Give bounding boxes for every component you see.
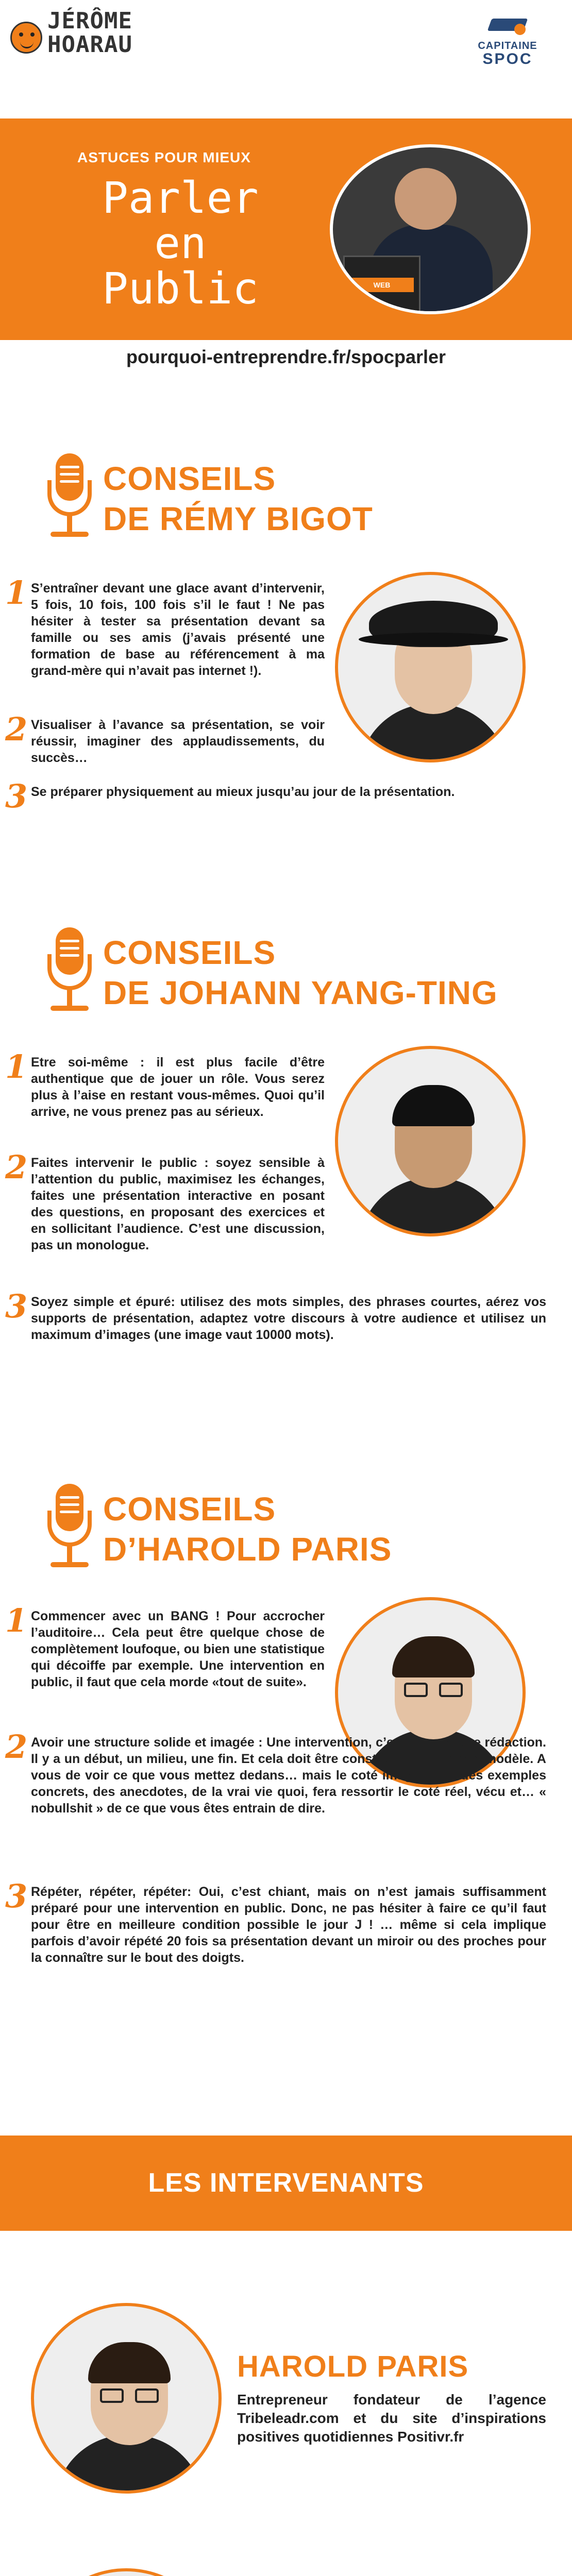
tip-text: Répéter, répéter, répéter: Oui, c’est chiant, mais on n’est jamais suffisamment préparé pour une intervention en public. Donc, ne pas hésiter à faire ce qu’il faut pour être en meilleure condition possible le jour J ! … même si cela implique parfois d’avoir répété 20 fois sa présentation devant un miroir ou des proches pour la connaître sur le bout des doigts.	[31, 1885, 546, 1965]
section-title-line-2: DE JOHANN YANG-TING	[103, 974, 498, 1011]
logo-line-2: SPOC	[482, 50, 533, 67]
intervenants-title: LES INTERVENANTS	[148, 2168, 424, 2198]
mic-base	[51, 532, 89, 537]
tip-1	[5, 1048, 325, 1133]
tip-number: 1	[5, 1048, 28, 1086]
banner-kicker: ASTUCES POUR MIEUX	[77, 149, 251, 165]
banner-title-line-3: Public	[102, 263, 259, 314]
mic-cradle	[47, 1511, 92, 1547]
tip-text: Soyez simple et épuré: utilisez des mots simples, des phrases courtes, aérez vos supports de présentation, adaptez votre discours à votre audience et utilisez un maximum d’images (une image vaut 10000 mots).	[31, 1295, 546, 1342]
microphone-icon	[41, 927, 98, 1020]
intervenants-band	[0, 2136, 572, 2231]
tip-number: 3	[5, 777, 28, 815]
hero-banner	[0, 118, 572, 340]
tip-text: Avoir une structure solide et imagée : Une intervention, c’est comme une rédaction. Il y a un début, un milieu, une fin. Et cela doit être construit sur ce même modèle. A vous de voir ce que vous mettez dedans… mais le coté imagé, avec des exemples concrets, des anecdotes, de la vrai vie quoi, fera ressortir le coté réel, vécu et… « nobullshit » de ce que vous êtes entrain de dire.	[31, 1735, 546, 1816]
section-title	[103, 933, 498, 1013]
tip-text: Commencer avec un BANG ! Pour accrocher l’auditoire… Cela peut être quelque chose de complètement loufoque, ou bien une statistique qui décoiffe par exemple. Une intervention en public, il faut que cela morde «tout de suite».	[31, 1609, 325, 1689]
section-title-remy	[41, 453, 505, 556]
tip-number: 1	[5, 574, 28, 612]
photo-hair	[392, 1636, 475, 1677]
section-title-harold	[41, 1484, 505, 1587]
section-title-johann	[41, 927, 505, 1030]
section-title	[103, 1489, 392, 1569]
intervenant-harold	[0, 2303, 572, 2519]
remy-bigot-photo	[31, 2568, 222, 2576]
tip-3	[5, 777, 551, 817]
tip-2	[5, 1148, 325, 1285]
intervenant-desc: Entrepreneur fondateur de l’agence Tribeleadr.com et du site d’inspirations positives quotidiennes Positivr.fr	[237, 2392, 546, 2445]
tip-number: 2	[5, 710, 28, 748]
johann-yang-ting-photo	[335, 1046, 526, 1236]
tip-number: 3	[5, 1287, 28, 1325]
tip-2	[5, 1728, 551, 1886]
harold-paris-photo	[31, 2303, 222, 2494]
speaker-photo	[330, 144, 531, 314]
intervenant-remy	[0, 2568, 572, 2576]
section-title-line-2: D’HAROLD PARIS	[103, 1531, 392, 1568]
speaker-head	[395, 168, 457, 230]
mic-cradle	[47, 954, 92, 990]
tip-1	[5, 1602, 325, 1718]
podium	[343, 256, 420, 314]
remy-bigot-photo	[335, 572, 526, 762]
section-title	[103, 459, 373, 539]
cartoon-face-icon	[10, 22, 42, 54]
mic-base	[51, 1562, 89, 1567]
tip-1	[5, 574, 325, 701]
jerome-hoarau-logo[interactable]	[10, 7, 144, 59]
glasses-lens	[439, 1683, 463, 1697]
tip-number: 3	[5, 1877, 28, 1915]
mic-stand	[67, 1546, 72, 1563]
section-title-line-1: CONSEILS	[103, 934, 276, 971]
logo-line-1: CAPITAINE	[478, 40, 537, 52]
glasses-icon	[404, 1683, 428, 1697]
tip-3	[5, 1877, 551, 1994]
photo-hair	[392, 1085, 475, 1126]
microphone-icon	[41, 1484, 98, 1577]
tip-text: Visualiser à l’avance sa présentation, se voir réussir, imaginer des applaudissements, du succès…	[31, 718, 325, 765]
intervenant-name: HAROLD PARIS	[237, 2350, 469, 2383]
glasses-lens	[135, 2388, 159, 2403]
page-header	[0, 0, 572, 118]
banner-title	[82, 173, 278, 314]
tip-number: 2	[5, 1148, 28, 1186]
section-title-line-2: DE RÉMY BIGOT	[103, 500, 373, 537]
tip-text: Se préparer physiquement au mieux jusqu’au jour de la présentation.	[31, 785, 455, 799]
mic-stand	[67, 515, 72, 533]
podium-label: WEB	[350, 278, 414, 292]
hat-icon	[369, 601, 498, 647]
section-title-line-1: CONSEILS	[103, 460, 276, 497]
logo-name: JÉRÔME HOARAU	[47, 8, 132, 58]
mic-cradle	[47, 480, 92, 516]
microphone-icon	[41, 453, 98, 546]
tip-text: Etre soi-même : il est plus facile d’être authentique que de jouer un rôle. Vous serez plus à l’aise en restant vous-mêmes. Quoi qu’il arrive, ne vous prenez pas au sérieux.	[31, 1055, 325, 1119]
banner-title-line-1: Parler	[102, 173, 259, 223]
capitaine-hat-icon	[484, 8, 531, 37]
tip-3	[5, 1287, 551, 1358]
capitaine-spoc-logo[interactable]	[464, 8, 551, 65]
tip-text: Faites intervenir le public : soyez sensible à l’attention du public, maximisez les échanges, faites une présentation interactive en posant des questions, en proposant des exercices et en sollicitant l’audience. C’est une discussion, pas un monologue.	[31, 1156, 325, 1252]
tip-number: 1	[5, 1602, 28, 1639]
photo-hair	[88, 2342, 171, 2383]
campaign-url[interactable]: pourquoi-entreprendre.fr/spocparler	[126, 346, 446, 367]
tip-text: S’entraîner devant une glace avant d’intervenir, 5 fois, 10 fois, 100 fois s’il le faut ! Ne pas hésiter à tester sa présentation devant sa famille ou ses amis (j’avais présenté une formation de base au référencement à ma grand-mère qui n’avait pas internet !).	[31, 581, 325, 678]
section-title-line-1: CONSEILS	[103, 1490, 276, 1528]
banner-title-line-2: en	[154, 218, 207, 268]
glasses-icon	[100, 2388, 124, 2403]
mic-base	[51, 1006, 89, 1011]
tip-number: 2	[5, 1728, 28, 1766]
mic-stand	[67, 989, 72, 1007]
tip-2	[5, 710, 325, 770]
